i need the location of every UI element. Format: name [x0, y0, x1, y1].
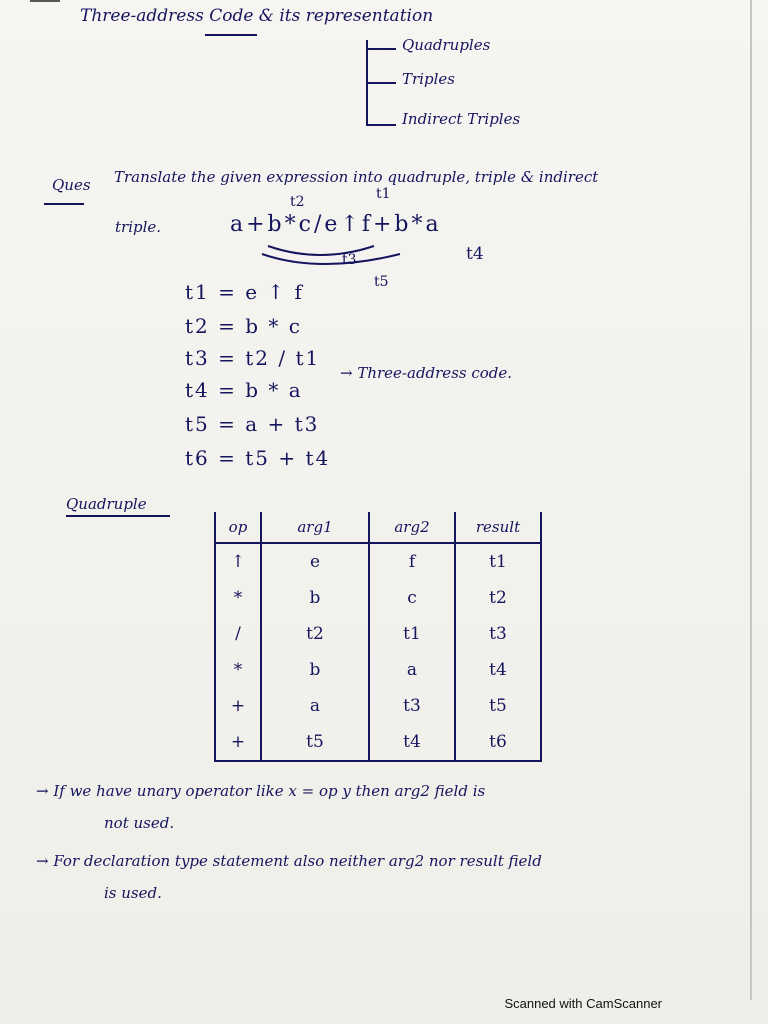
header-arg1: arg1	[261, 512, 369, 543]
quadruple-table	[214, 512, 542, 762]
cell-arg1: e	[261, 543, 369, 580]
cell-result: t2	[455, 580, 541, 616]
cell-op: ↑	[215, 543, 261, 580]
cell-result: t1	[455, 543, 541, 580]
question-prefix: Ques	[52, 176, 91, 194]
question-line-2: triple.	[115, 218, 162, 236]
cell-arg1: a	[261, 688, 369, 724]
table-row	[215, 688, 541, 724]
page-right-edge	[750, 0, 752, 1000]
cell-result: t4	[455, 652, 541, 688]
note-2-line-1: → For declaration type statement also neither arg2 nor result field	[36, 852, 542, 870]
cell-arg2: t4	[369, 724, 455, 761]
cell-result: t5	[455, 688, 541, 724]
page-edge-mark	[30, 0, 60, 2]
cell-op: +	[215, 688, 261, 724]
question-prefix-underline	[44, 203, 84, 205]
branch-indirect-triples: Indirect Triples	[402, 110, 521, 128]
cell-arg1: b	[261, 580, 369, 616]
table-row	[215, 616, 541, 652]
cell-result: t6	[455, 724, 541, 761]
branch-arrow-2	[366, 82, 396, 84]
page-title: Three-address Code & its representation	[80, 6, 434, 26]
cell-arg2: a	[369, 652, 455, 688]
note-1-line-1: → If we have unary operator like x = op y then arg2 field is	[36, 782, 486, 800]
question-line-1: Translate the given expression into quadruple, triple & indirect	[114, 168, 599, 186]
header-result: result	[455, 512, 541, 543]
code-line-6: t6 = t5 + t4	[185, 446, 331, 470]
cell-arg2: f	[369, 543, 455, 580]
label-t3: t3	[342, 252, 357, 268]
scanner-watermark: Scanned with CamScanner	[504, 996, 662, 1011]
code-line-2: t2 = b * c	[185, 314, 302, 338]
table-header-row	[215, 512, 541, 543]
label-t4: t4	[466, 244, 484, 264]
cell-op: *	[215, 652, 261, 688]
code-line-4: t4 = b * a	[185, 378, 303, 402]
table-row	[215, 580, 541, 616]
quadruple-label-underline	[66, 515, 170, 517]
cell-arg1: t2	[261, 616, 369, 652]
table-row	[215, 543, 541, 580]
code-line-5: t5 = a + t3	[185, 412, 320, 436]
branch-arrow-1	[366, 48, 396, 50]
cell-arg2: t1	[369, 616, 455, 652]
code-line-3: t3 = t2 / t1	[185, 346, 321, 370]
quadruple-label: Quadruple	[66, 495, 147, 513]
cell-arg2: t3	[369, 688, 455, 724]
three-address-code-annotation: → Three-address code.	[340, 364, 513, 382]
cell-result: t3	[455, 616, 541, 652]
cell-arg2: c	[369, 580, 455, 616]
note-1-line-2: not used.	[104, 814, 175, 832]
label-t1: t1	[376, 186, 391, 202]
label-t5: t5	[374, 274, 389, 290]
header-arg2: arg2	[369, 512, 455, 543]
table-row	[215, 724, 541, 761]
cell-op: +	[215, 724, 261, 761]
label-t2: t2	[290, 194, 305, 210]
branch-quadruples: Quadruples	[402, 36, 491, 54]
cell-op: *	[215, 580, 261, 616]
table-row	[215, 652, 541, 688]
cell-arg1: t5	[261, 724, 369, 761]
title-underline	[205, 34, 257, 36]
cell-op: /	[215, 616, 261, 652]
header-op: op	[215, 512, 261, 543]
branch-arrow-3	[366, 124, 396, 126]
code-line-1: t1 = e ↑ f	[185, 280, 304, 304]
branch-triples: Triples	[402, 70, 455, 88]
expression: a+b*c/e↑f+b*a	[230, 212, 442, 237]
cell-arg1: b	[261, 652, 369, 688]
note-2-line-2: is used.	[104, 884, 162, 902]
